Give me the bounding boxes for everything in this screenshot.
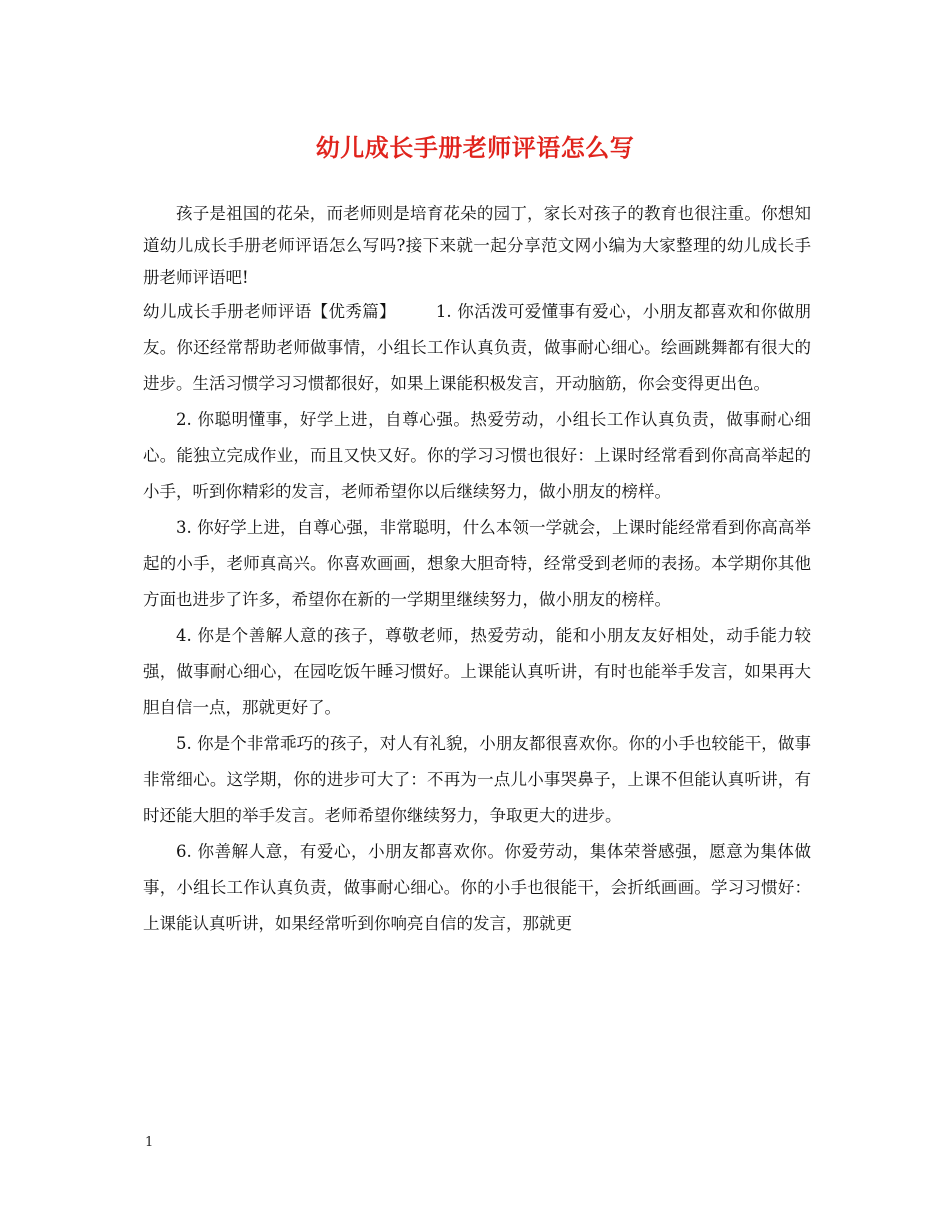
page-title: 幼儿成长手册老师评语怎么写 [315, 133, 635, 162]
paragraph-4: 4. 你是个善解人意的孩子，尊敬老师，热爱劳动，能和小朋友友好相处，动手能力较强，做事耐心细心，在园吃饭午睡习惯好。上课能认真听讲，有时也能举手发言，如果再大胆自信一点，那就更好了。 [143, 626, 811, 717]
document-body [143, 198, 811, 942]
paragraph-1: 1. 你活泼可爱懂事有爱心，小朋友都喜欢和你做朋友。你还经常帮助老师做事情，小组长工作认真负责，做事耐心细心。绘画跳舞都有很大的进步。生活习惯学习习惯都很好，如果上课能积极发言，开动脑筋，你会变得更出色。 [143, 302, 811, 393]
paragraph-6: 6. 你善解人意，有爱心，小朋友都喜欢你。你爱劳动，集体荣誉感强，愿意为集体做事，小组长工作认真负责，做事耐心细心。你的小手也很能干，会折纸画画。学习习惯好：上课能认真听讲，如果经常听到你响亮自信的发言，那就更 [143, 842, 811, 933]
section-block [143, 294, 811, 402]
page-number: 1 [145, 1135, 154, 1150]
intro-paragraph: 孩子是祖国的花朵，而老师则是培育花朵的园丁，家长对孩子的教育也很注重。你想知道幼儿成长手册老师评语怎么写吗?接下来就一起分享范文网小编为大家整理的幼儿成长手册老师评语吧! [143, 204, 811, 287]
section-heading: 幼儿成长手册老师评语【优秀篇】 [143, 302, 396, 321]
paragraph-5: 5. 你是个非常乖巧的孩子，对人有礼貌，小朋友都很喜欢你。你的小手也较能干，做事非常细心。这学期，你的进步可大了：不再为一点儿小事哭鼻子，上课不但能认真听讲，有时还能大胆的举手发言。老师希望你继续努力，争取更大的进步。 [143, 734, 811, 825]
paragraph-2: 2. 你聪明懂事，好学上进，自尊心强。热爱劳动，小组长工作认真负责，做事耐心细心。能独立完成作业，而且又快又好。你的学习习惯也很好：上课时经常看到你高高举起的小手，听到你精彩的发言，老师希望你以后继续努力，做小朋友的榜样。 [143, 410, 811, 501]
paragraph-3: 3. 你好学上进，自尊心强，非常聪明，什么本领一学就会，上课时能经常看到你高高举起的小手，老师真高兴。你喜欢画画，想象大胆奇特，经常受到老师的表扬。本学期你其他方面也进步了许多，希望你在新的一学期里继续努力，做小朋友的榜样。 [143, 518, 811, 609]
